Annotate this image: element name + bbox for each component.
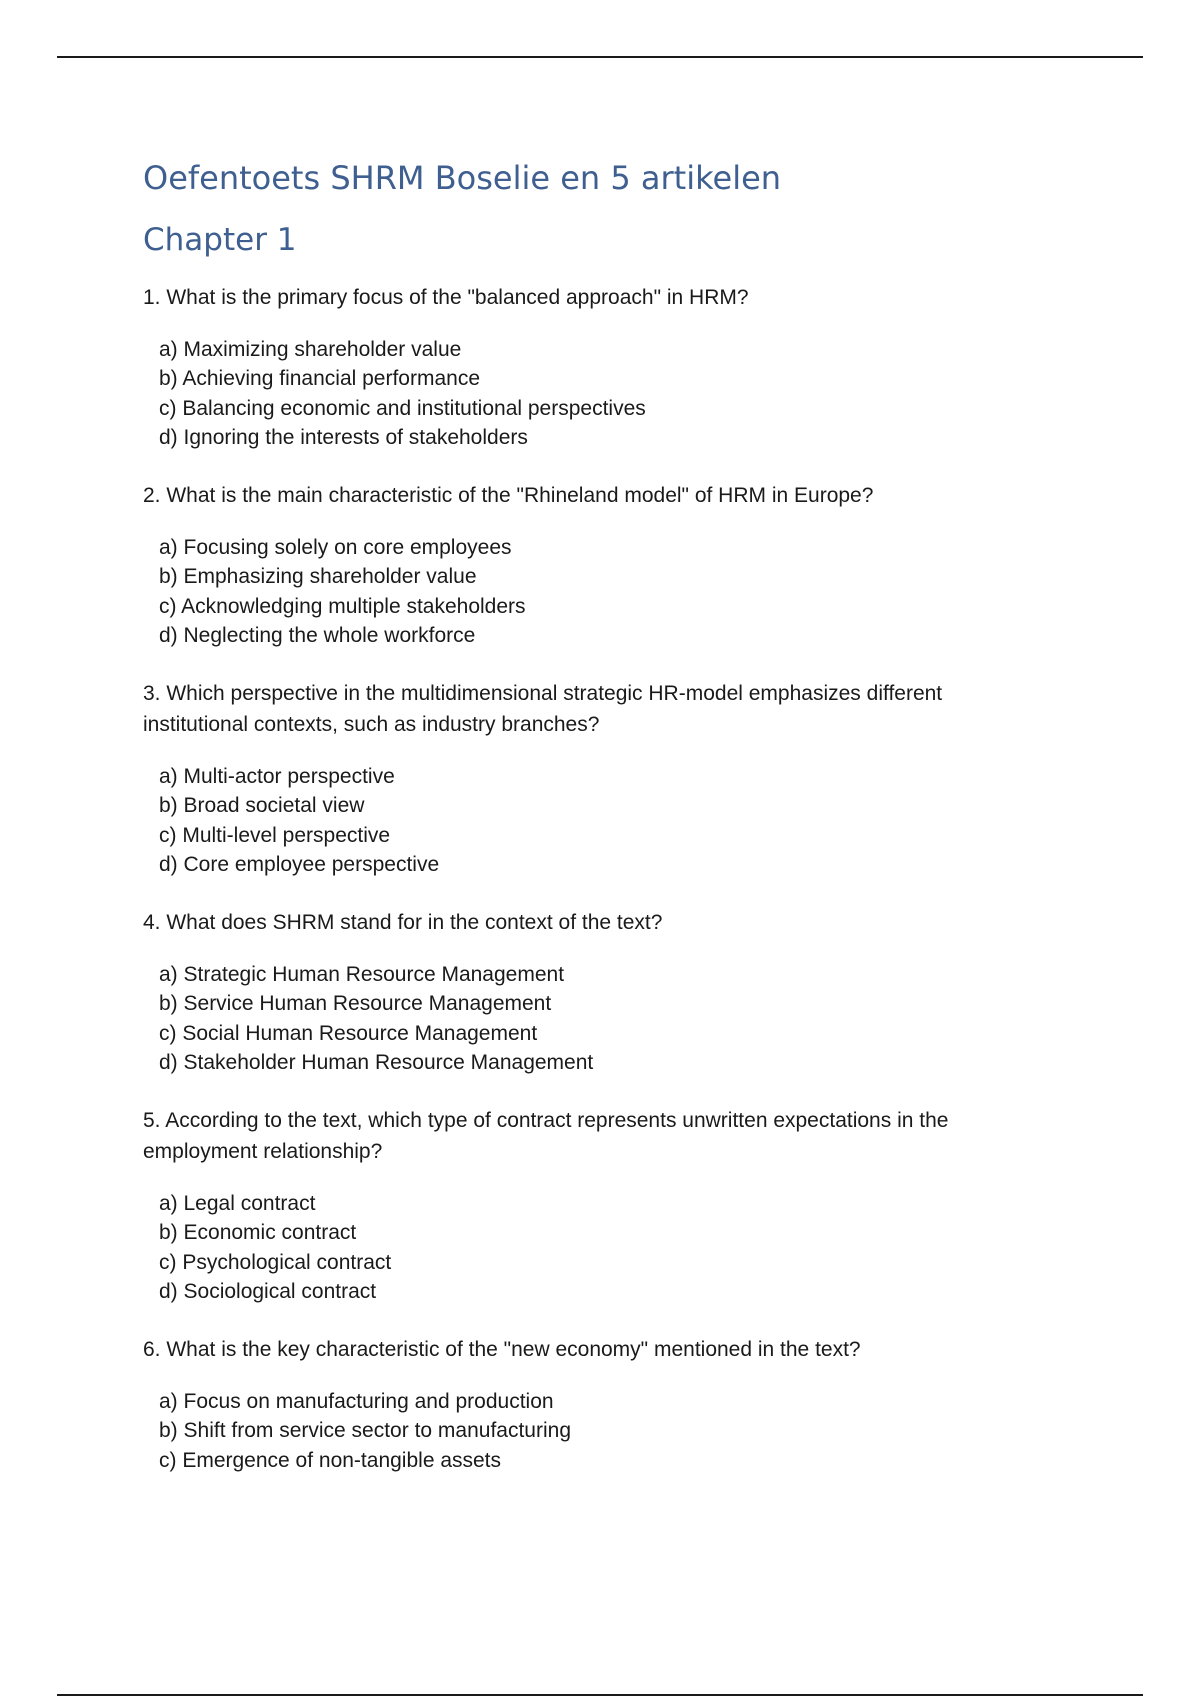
answer-option-b: b) Broad societal view [159, 794, 365, 818]
answer-option-b: b) Shift from service sector to manufacturing [159, 1419, 571, 1443]
question-2 [143, 480, 1043, 651]
document-title: Oefentoets SHRM Boselie en 5 artikelen [143, 159, 782, 197]
answer-option-b: b) Emphasizing shareholder value [159, 565, 477, 589]
document-body [143, 158, 1043, 1502]
chapter-heading: Chapter 1 [143, 221, 297, 258]
answer-option-d: d) Ignoring the interests of stakeholders [159, 426, 528, 450]
answer-options [143, 762, 1043, 880]
answer-option-a: a) Focus on manufacturing and production [159, 1389, 554, 1413]
answer-options [143, 335, 1043, 453]
header-rule [57, 56, 1143, 58]
answer-options [143, 960, 1043, 1078]
answer-option-c: c) Balancing economic and institutional perspectives [159, 396, 646, 420]
question-text: 6. What is the key characteristic of the "new economy" mentioned in the text? [143, 1337, 861, 1361]
question-6 [143, 1334, 1043, 1476]
question-text: 3. Which perspective in the multidimensional strategic HR-model emphasizes different institutional contexts, such as industry branches? [143, 681, 943, 736]
answer-option-c: c) Psychological contract [159, 1250, 392, 1274]
question-text: 2. What is the main characteristic of the "Rhineland model" of HRM in Europe? [143, 483, 874, 507]
question-3 [143, 678, 1043, 880]
answer-option-d: d) Core employee perspective [159, 853, 440, 877]
answer-option-c: c) Acknowledging multiple stakeholders [159, 594, 526, 618]
answer-option-b: b) Service Human Resource Management [159, 992, 552, 1016]
question-text: 4. What does SHRM stand for in the context of the text? [143, 910, 663, 934]
answer-options [143, 1189, 1043, 1307]
answer-option-d: d) Sociological contract [159, 1280, 377, 1304]
answer-option-d: d) Stakeholder Human Resource Management [159, 1051, 594, 1075]
answer-options [143, 533, 1043, 651]
answer-option-c: c) Emergence of non-tangible assets [159, 1448, 502, 1472]
question-1 [143, 282, 1043, 453]
answer-option-b: b) Economic contract [159, 1221, 357, 1245]
answer-option-a: a) Legal contract [159, 1191, 316, 1215]
answer-option-d: d) Neglecting the whole workforce [159, 624, 476, 648]
question-text: 5. According to the text, which type of contract represents unwritten expectations in the employment relationship? [143, 1108, 949, 1163]
answer-option-a: a) Multi-actor perspective [159, 764, 395, 788]
footer-rule [57, 1694, 1143, 1696]
question-4 [143, 907, 1043, 1078]
answer-option-a: a) Maximizing shareholder value [159, 337, 462, 361]
answer-option-a: a) Focusing solely on core employees [159, 535, 512, 559]
answer-options [143, 1387, 1043, 1476]
question-text: 1. What is the primary focus of the "balanced approach" in HRM? [143, 285, 749, 309]
answer-option-b: b) Achieving financial performance [159, 367, 481, 391]
answer-option-a: a) Strategic Human Resource Management [159, 962, 565, 986]
question-5 [143, 1105, 1043, 1307]
answer-option-c: c) Multi-level perspective [159, 823, 391, 847]
answer-option-c: c) Social Human Resource Management [159, 1021, 538, 1045]
